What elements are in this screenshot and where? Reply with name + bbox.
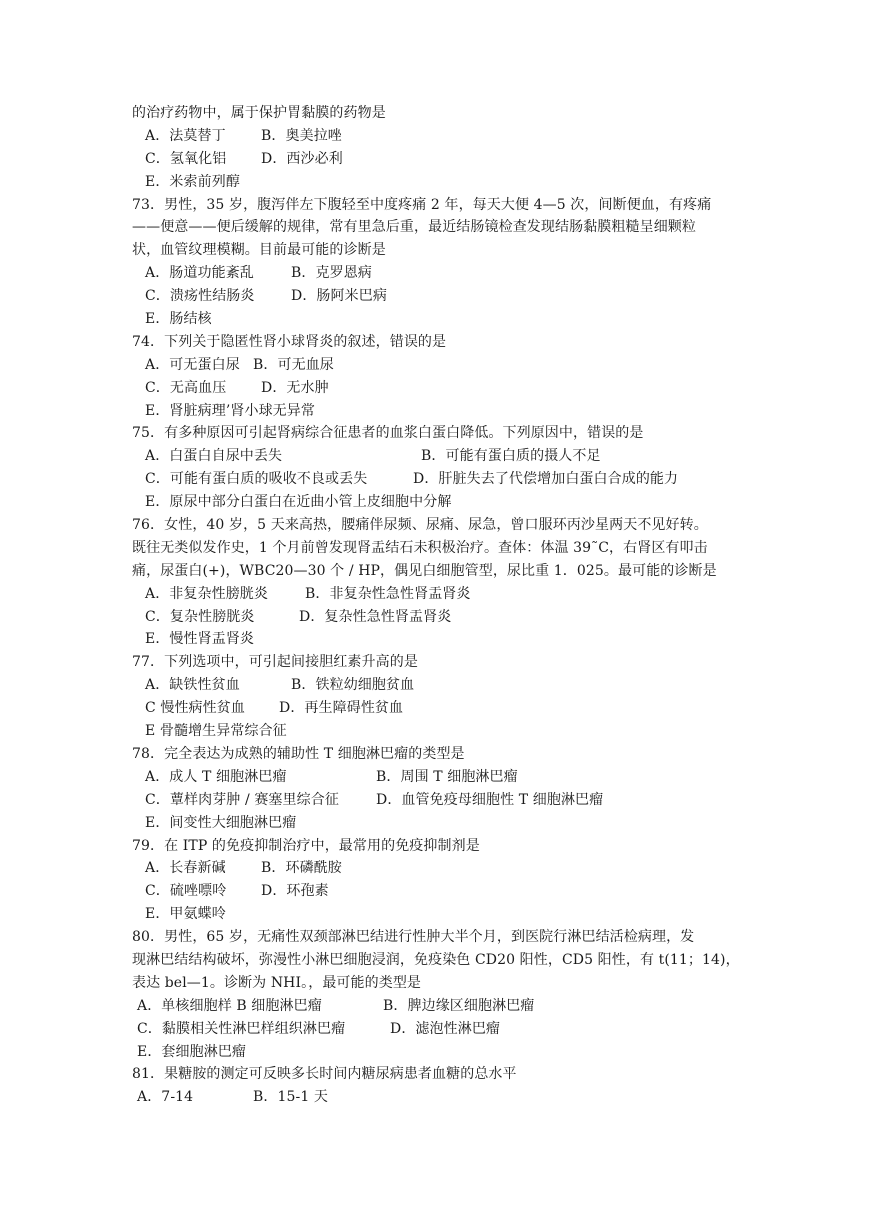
option-row bbox=[0, 285, 869, 308]
option-right: D．西沙必利 bbox=[261, 150, 343, 167]
option-row bbox=[0, 606, 869, 629]
option-right: B．非复杂性急性肾盂肾炎 bbox=[305, 585, 471, 602]
question-line: 78．完全表达为成熟的辅助性 T 细胞淋巴瘤的类型是 bbox=[132, 745, 465, 762]
option-line: E．套细胞淋巴瘤 bbox=[137, 1043, 247, 1060]
option-row bbox=[0, 766, 869, 789]
option-right: B．周围 T 细胞淋巴瘤 bbox=[376, 768, 518, 785]
question-line: 的治疗药物中，属于保护胃黏膜的药物是 bbox=[132, 105, 386, 121]
option-row bbox=[0, 880, 869, 903]
option-line: E 骨髓增生异常综合征 bbox=[145, 723, 287, 740]
option-left: A．白蛋白自尿中丢失 bbox=[145, 448, 283, 465]
option-right: D．肠阿米巴病 bbox=[291, 288, 387, 305]
option-row bbox=[0, 674, 869, 697]
option-row bbox=[0, 468, 869, 491]
question-line: 75．有多种原因可引起肾病综合征患者的血浆白蛋白降低。下列原因中，错误的是 bbox=[132, 425, 644, 442]
question-line: 状，血管纹理模糊。目前最可能的诊断是 bbox=[132, 242, 386, 259]
option-right: B．可能有蛋白质的摄人不足 bbox=[421, 448, 601, 465]
option-row bbox=[0, 789, 869, 812]
option-left: A．肠道功能紊乱 bbox=[145, 265, 254, 282]
option-row bbox=[0, 148, 869, 171]
option-row bbox=[0, 377, 869, 400]
option-left: C．可能有蛋白质的吸收不良或丢失 bbox=[145, 471, 368, 488]
question-line: 表达 bel—1。诊断为 NHI。，最可能的类型是 bbox=[132, 974, 422, 991]
option-right: D．滤泡性淋巴瘤 bbox=[390, 1020, 501, 1037]
option-row bbox=[0, 354, 869, 377]
option-line: E．肾脏病理’肾小球无异常 bbox=[145, 402, 315, 419]
option-right: D．再生障碍性贫血 bbox=[279, 700, 404, 717]
option-left: C．无高血压 bbox=[145, 379, 227, 396]
option-left: C 慢性病性贫血 bbox=[145, 700, 245, 717]
option-right: D．肝脏失去了代偿增加白蛋白合成的能力 bbox=[413, 471, 679, 488]
option-row bbox=[0, 697, 869, 720]
question-line: ——便意——便后缓解的规律，常有里急后重，最近结肠镜检查发现结肠黏膜粗糙呈细颗粒 bbox=[132, 219, 696, 236]
question-line: 80．男性，65 岁，无痛性双颈部淋巴结进行性肿大半个月，到医院行淋巴结活检病理，发 bbox=[132, 929, 695, 946]
option-left: C．硫唑嘌呤 bbox=[145, 883, 227, 900]
option-right: D．无水肿 bbox=[261, 379, 329, 396]
option-right: D．环孢素 bbox=[261, 883, 329, 900]
option-left: A．缺铁性贫血 bbox=[145, 677, 240, 694]
option-row bbox=[0, 262, 869, 285]
option-line: E．肠结核 bbox=[145, 311, 212, 328]
question-line: 既往无类似发作史，1 个月前曾发现肾盂结石未积极治疗。查体：体温 39˜C，右肾区有叩击 bbox=[132, 539, 708, 556]
option-left: A．7-14 bbox=[137, 1089, 194, 1106]
option-left: C．溃疡性结肠炎 bbox=[145, 288, 255, 305]
option-right: D．血管免疫母细胞性 T 细胞淋巴瘤 bbox=[376, 791, 604, 808]
option-left: C．复杂性膀胱炎 bbox=[145, 608, 255, 625]
option-right: B．15-1 天 bbox=[253, 1089, 328, 1106]
option-right: B．可无血尿 bbox=[253, 356, 334, 373]
question-line: 73．男性，35 岁，腹泻伴左下腹轻至中度疼痛 2 年，每天大便 4—5 次，间断便血，有疼痛 bbox=[132, 196, 712, 213]
option-right: D．复杂性急性肾盂肾炎 bbox=[299, 608, 452, 625]
question-line: 76．女性，40 岁，5 天来高热，腰痛伴尿频、尿痛、尿急，曾口服环丙沙星两天不见好转。 bbox=[132, 517, 708, 534]
option-row bbox=[0, 125, 869, 148]
question-line: 现淋巴结结构破坏，弥漫性小淋巴细胞浸润，免疫染色 CD20 阳性，CD5 阳性，有 t(11；14)， bbox=[132, 951, 740, 968]
option-right: B．环磷酰胺 bbox=[261, 860, 342, 877]
option-row bbox=[0, 857, 869, 880]
question-line: 77．下列选项中，可引起间接胆红素升高的是 bbox=[132, 654, 418, 671]
option-right: B．铁粒幼细胞贫血 bbox=[291, 677, 415, 694]
option-row bbox=[0, 445, 869, 468]
option-left: A．长春新碱 bbox=[145, 860, 226, 877]
document-page bbox=[0, 102, 869, 1109]
option-line: E．慢性肾盂肾炎 bbox=[145, 631, 255, 648]
option-left: A．成人 T 细胞淋巴瘤 bbox=[145, 768, 287, 785]
option-left: C．蕈样肉芽肿 / 赛塞里综合征 bbox=[145, 791, 339, 808]
option-right: B．奥美拉唑 bbox=[261, 127, 342, 144]
option-line: E．甲氨蝶呤 bbox=[145, 906, 226, 923]
option-row bbox=[0, 995, 869, 1018]
option-right: B．克罗恩病 bbox=[291, 265, 372, 282]
option-left: A．可无蛋白尿 bbox=[145, 356, 240, 373]
option-line: E．间变性大细胞淋巴瘤 bbox=[145, 814, 297, 831]
option-left: A．单核细胞样 B 细胞淋巴瘤 bbox=[137, 997, 322, 1014]
option-left: A．非复杂性膀胱炎 bbox=[145, 585, 269, 602]
option-line: E．原尿中部分白蛋白在近曲小管上皮细胞中分解 bbox=[145, 494, 452, 511]
question-line: 74．下列关于隐匿性肾小球肾炎的叙述，错误的是 bbox=[132, 333, 447, 350]
question-line: 痛，尿蛋白(+)，WBC20—30 个 / HP，偶见白细胞管型，尿比重 1．025。最可能的诊断是 bbox=[132, 562, 717, 579]
question-line: 79．在 ITP 的免疫抑制治疗中，最常用的免疫抑制剂是 bbox=[132, 837, 480, 854]
option-left: C．氢氧化铝 bbox=[145, 150, 227, 167]
option-row bbox=[0, 583, 869, 606]
option-left: C．黏膜相关性淋巴样组织淋巴瘤 bbox=[137, 1020, 346, 1037]
option-right: B．脾边缘区细胞淋巴瘤 bbox=[383, 997, 535, 1014]
option-left: A．法莫替丁 bbox=[145, 127, 226, 144]
option-line: E．米索前列醇 bbox=[145, 173, 240, 190]
option-row bbox=[0, 1018, 869, 1041]
question-line: 81．果糖胺的测定可反映多长时间内糖尿病患者血糖的总水平 bbox=[132, 1066, 517, 1083]
option-row bbox=[0, 1086, 869, 1109]
